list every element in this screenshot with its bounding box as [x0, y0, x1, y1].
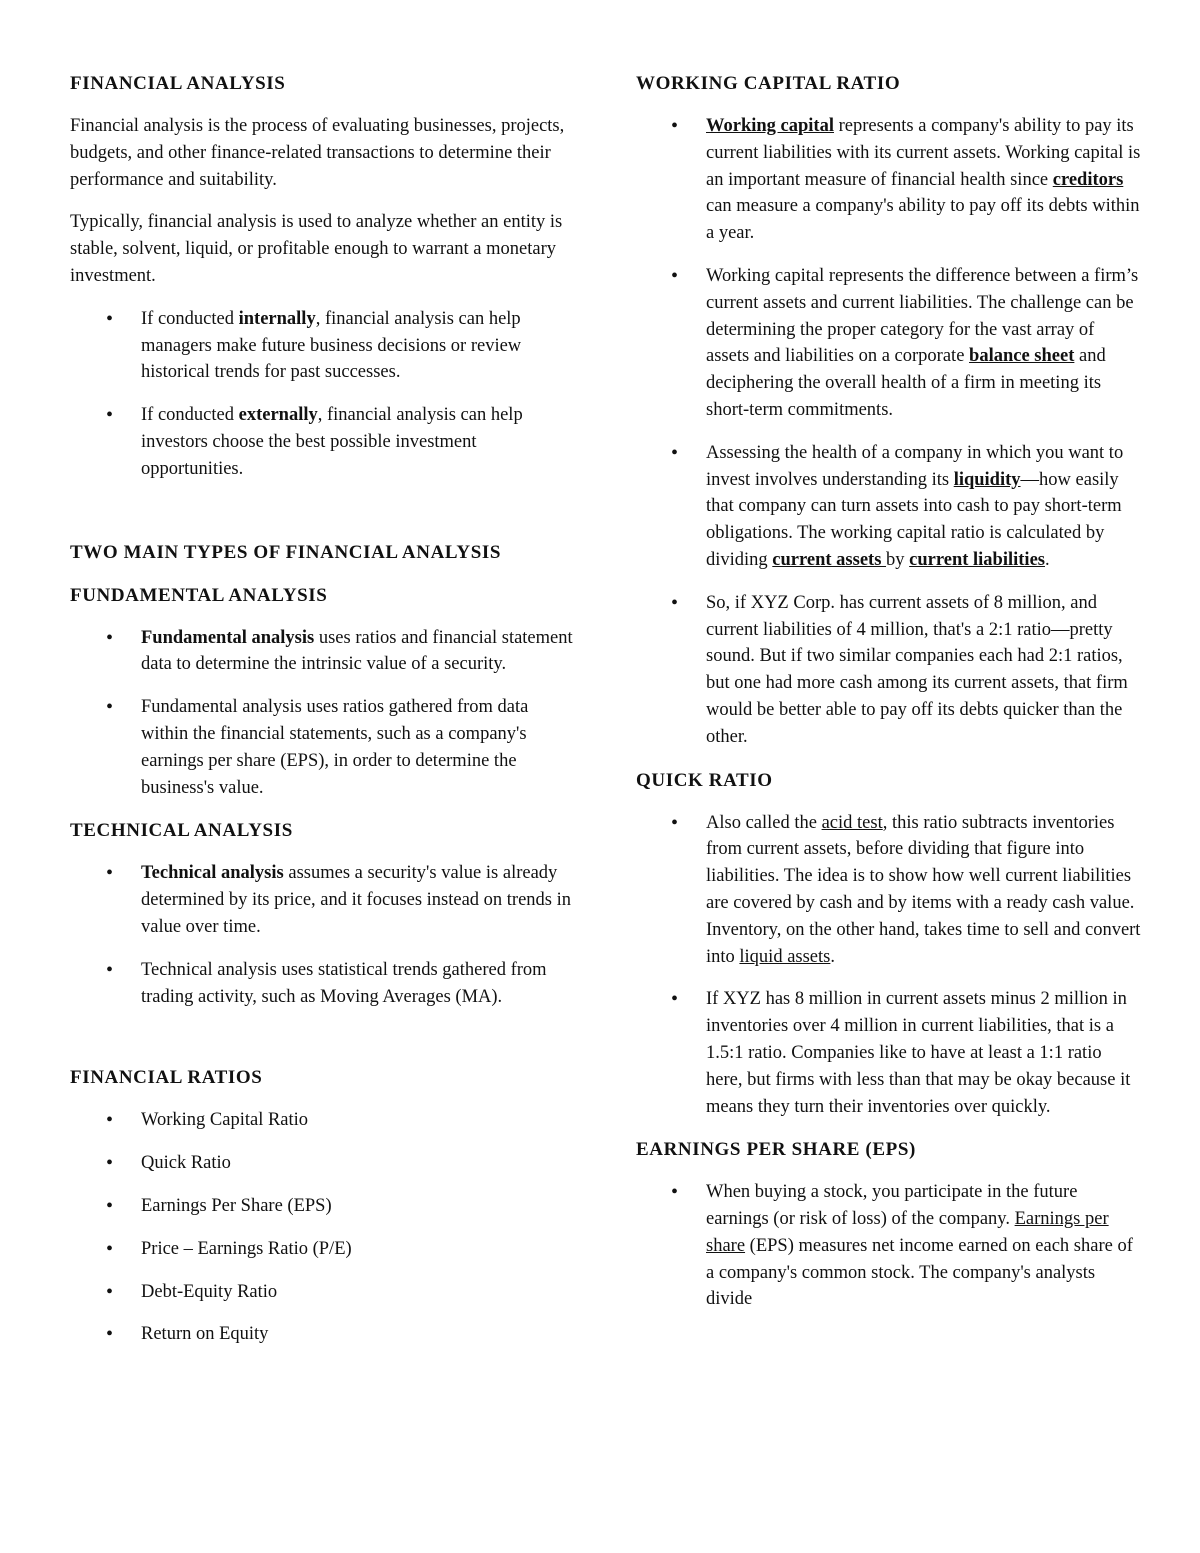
- list-item: [636, 263, 1141, 424]
- link-liquidity[interactable]: liquidity: [953, 469, 1021, 490]
- text-span: Working capital represents the difference between a firm’s current assets and current liabilities. The challenge can be determining the proper category for the vast array of assets and liabilities on a corporate: [706, 265, 1139, 367]
- eps-bullets: [636, 1179, 1141, 1313]
- financial-ratios-heading: FINANCIAL RATIOS: [70, 1067, 263, 1089]
- financial-analysis-bullets: [70, 306, 575, 483]
- technical-bullets: [70, 860, 575, 1010]
- link-liquid-assets[interactable]: liquid assets: [739, 946, 831, 967]
- bold-term: Technical analysis: [141, 863, 284, 884]
- list-item: • So, if XYZ Corp. has current assets of 8 million, and current liabilities of 4 million, that's a 2:1 ratio—pretty sound. But if two similar companies each had 2:1 ratios, but one had more cash among its current assets, that firm would be better able to pay off its debts quicker than the other.: [636, 590, 1141, 751]
- quick-ratio-heading: QUICK RATIO: [636, 769, 773, 791]
- list-item: • Working Capital Ratio: [70, 1107, 575, 1134]
- list-item: [70, 402, 575, 482]
- fundamental-bullets: [70, 625, 575, 802]
- technical-heading: TECHNICAL ANALYSIS: [70, 820, 293, 842]
- list-item: • Earnings Per Share (EPS): [70, 1193, 575, 1220]
- text-span: and deciphering the overall health of a firm in meeting its short-term commitments.: [706, 346, 1106, 420]
- list-item: • Debt-Equity Ratio: [70, 1279, 575, 1306]
- text-span: Also called the: [706, 812, 822, 833]
- text-span: —how easily that company can turn assets into cash to pay short-term obligations. The working capital ratio is calculated by dividing: [706, 469, 1122, 570]
- text-span: , financial analysis can help managers make future business decisions or review historical trends for past successes.: [141, 308, 522, 383]
- link-current-liabilities[interactable]: current liabilities: [909, 549, 1045, 570]
- text-span: If conducted: [141, 308, 239, 329]
- bold-term: Fundamental analysis: [141, 627, 315, 648]
- link-acid-test[interactable]: acid test: [821, 812, 883, 833]
- text-span: Assessing the health of a company in which you want to invest involves understanding its: [706, 442, 1124, 490]
- link-creditors[interactable]: creditors: [1052, 169, 1124, 190]
- text-span: When buying a stock, you participate in the future earnings (or risk of loss) of the company.: [706, 1182, 1078, 1230]
- list-item: [636, 113, 1141, 247]
- list-item: • Return on Equity: [70, 1321, 575, 1348]
- list-item: [636, 1179, 1141, 1313]
- text-span: If conducted: [141, 405, 239, 426]
- list-item: [70, 625, 575, 679]
- text-span: can measure a company's ability to pay off its debts within a year.: [706, 196, 1140, 244]
- right-column: [636, 70, 1141, 1329]
- working-capital-heading: WORKING CAPITAL RATIO: [636, 73, 901, 94]
- fundamental-heading: FUNDAMENTAL ANALYSIS: [70, 584, 328, 606]
- text-span: assumes a security's value is already determined by its price, and it focuses instead on trends in value over time.: [141, 863, 572, 937]
- list-item: • Fundamental analysis uses ratios gathered from data within the financial statements, such as a company's earnings per share (EPS), in order to determine the business's value.: [70, 694, 575, 801]
- financial-analysis-usage: Typically, financial analysis is used to analyze whether an entity is stable, solvent, liquid, or profitable enough to warrant a monetary investment.: [70, 212, 563, 286]
- text-span: uses ratios and financial statement data to determine the intrinsic value of a security.: [141, 627, 573, 675]
- text-span: .: [1044, 549, 1050, 570]
- left-column: [70, 70, 575, 1364]
- financial-analysis-heading: FINANCIAL ANALYSIS: [70, 73, 286, 94]
- bold-term-externally: externally: [238, 405, 318, 426]
- list-item: • If XYZ has 8 million in current assets minus 2 million in inventories over 4 million in current liabilities, that is a 1.5:1 ratio. Companies like to have at least a 1:1 ratio here, but firms with less than that may be okay because it means they turn their inventories over quickly.: [636, 986, 1141, 1120]
- link-working-capital[interactable]: Working capital: [706, 116, 834, 136]
- list-item: • Technical analysis uses statistical trends gathered from trading activity, such as Moving Averages (MA).: [70, 957, 575, 1011]
- link-balance-sheet[interactable]: balance sheet: [969, 346, 1075, 367]
- text-span: by: [886, 549, 910, 570]
- list-item: [70, 306, 575, 386]
- list-item: [636, 810, 1141, 971]
- link-current-assets[interactable]: current assets: [772, 549, 887, 570]
- list-item: • Quick Ratio: [70, 1150, 575, 1177]
- bold-term-internally: internally: [238, 308, 316, 329]
- text-span: represents a company's ability to pay its current liabilities with its current assets. Working capital is an important measure of financial health since: [706, 116, 1141, 190]
- text-span: (EPS) measures net income earned on each share of a company's common stock. The company's analysts divide: [706, 1235, 1133, 1310]
- spacer: [70, 499, 575, 539]
- types-heading: TWO MAIN TYPES OF FINANCIAL ANALYSIS: [70, 541, 502, 563]
- text-span: , financial analysis can help investors choose the best possible investment opportunities.: [141, 405, 523, 479]
- spacer: [70, 1026, 575, 1064]
- text-span: , this ratio subtracts inventories from current assets, before dividing that figure into liabilities. The idea is to show how well current liabilities are covered by cash and by items with a ready cash value. Inventory, on the other hand, takes time to sell and convert into: [706, 812, 1141, 967]
- list-item: [636, 440, 1141, 574]
- working-capital-bullets: [636, 113, 1141, 751]
- eps-heading: EARNINGS PER SHARE (EPS): [636, 1139, 916, 1161]
- link-earnings-per-share[interactable]: Earnings per share: [706, 1209, 1109, 1256]
- text-span: .: [830, 946, 835, 967]
- financial-ratios-list: [70, 1107, 575, 1348]
- list-item: • Price – Earnings Ratio (P/E): [70, 1236, 575, 1263]
- quick-ratio-bullets: [636, 810, 1141, 1121]
- financial-analysis-definition: Financial analysis is the process of evaluating businesses, projects, budgets, and other finance-related transactions to determine their performance and suitability.: [70, 116, 565, 190]
- list-item: [70, 860, 575, 940]
